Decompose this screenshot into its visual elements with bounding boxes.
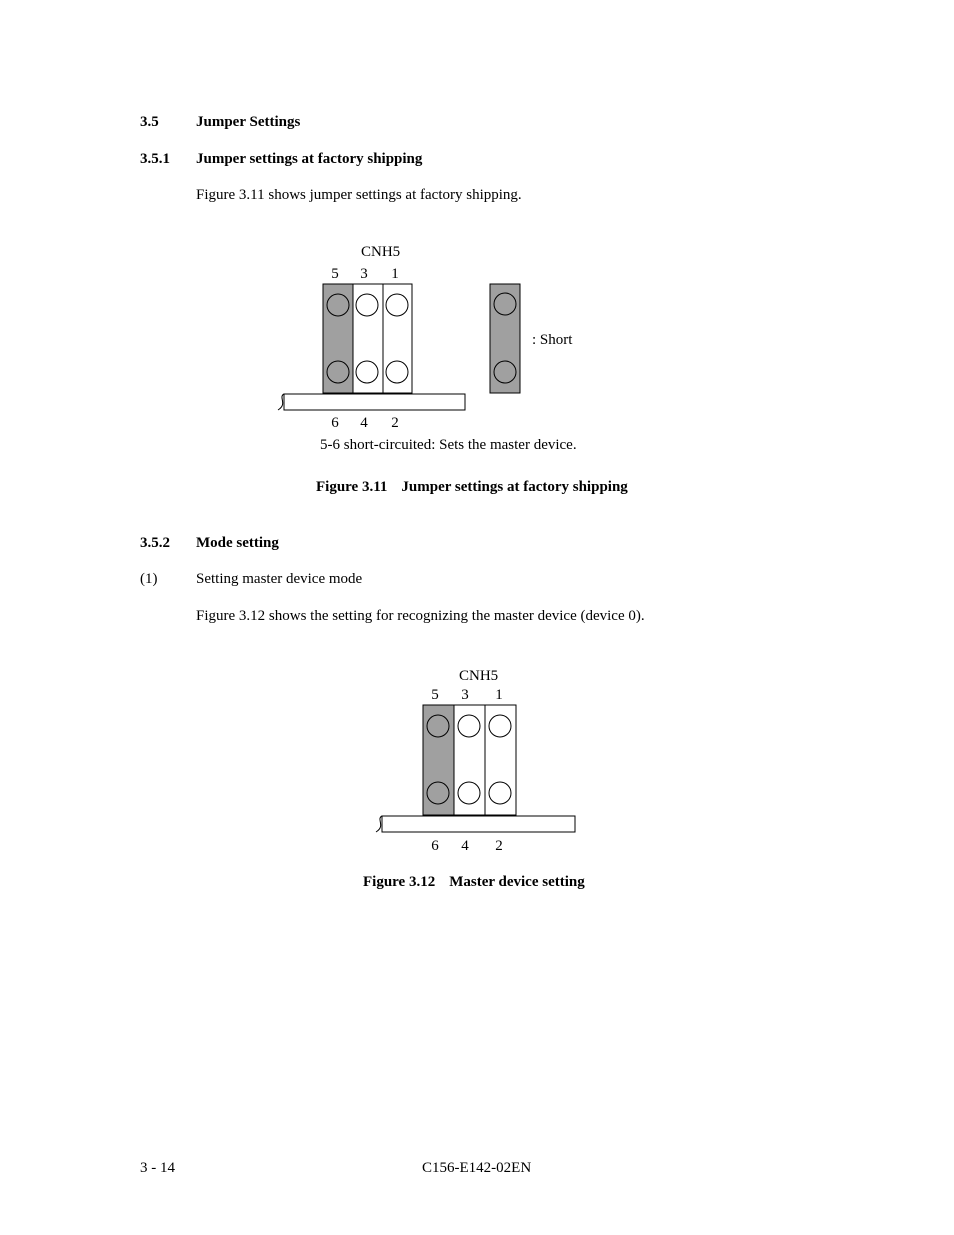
subsection-number: 3.5.2 [140,535,170,551]
board-break-mark [278,394,284,410]
pin-label-1: 1 [495,687,503,703]
pin-label-4: 4 [461,838,469,854]
connector-label: CNH5 [459,668,499,684]
section-title: Jumper Settings [196,114,301,130]
circuit-board [382,816,575,832]
figure-note: 5-6 short-circuited: Sets the master device. [320,437,577,453]
pin-label-3: 3 [360,266,368,282]
pin-label-5: 5 [331,266,339,282]
item-number: (1) [140,571,158,587]
pin-label-6: 6 [431,838,439,854]
circuit-board [284,394,465,410]
pin-label-3: 3 [461,687,469,703]
connector-label: CNH5 [361,244,401,260]
item-title: Setting master device mode [196,571,363,587]
legend-label: : Short [532,332,573,348]
section-number: 3.5 [140,114,159,130]
jumper-diagram-factory [270,238,630,463]
pin-label-1: 1 [391,266,399,282]
jumper-diagram-master [370,660,590,860]
document-code: C156-E142-02EN [422,1160,532,1176]
subsection-title: Mode setting [196,535,279,551]
figure-number: Figure 3.11 [316,479,388,495]
figure-number: Figure 3.12 [363,874,436,890]
subsection-number: 3.5.1 [140,151,170,167]
paragraph-intro: Figure 3.11 shows jumper settings at factory shipping. [196,187,522,203]
paragraph-intro: Figure 3.12 shows the setting for recognizing the master device (device 0). [196,608,645,624]
figure-caption [316,479,628,496]
board-break-mark [376,816,382,832]
pin-label-2: 2 [495,838,503,854]
pin-label-4: 4 [360,415,368,431]
subsection-title: Jumper settings at factory shipping [196,151,423,167]
pin-label-6: 6 [331,415,339,431]
pin-label-5: 5 [431,687,439,703]
figure-title: Jumper settings at factory shipping [401,479,628,495]
figure-caption [363,874,585,891]
figure-title: Master device setting [449,874,585,890]
pin-label-2: 2 [391,415,399,431]
page-number: 3 - 14 [140,1160,175,1176]
